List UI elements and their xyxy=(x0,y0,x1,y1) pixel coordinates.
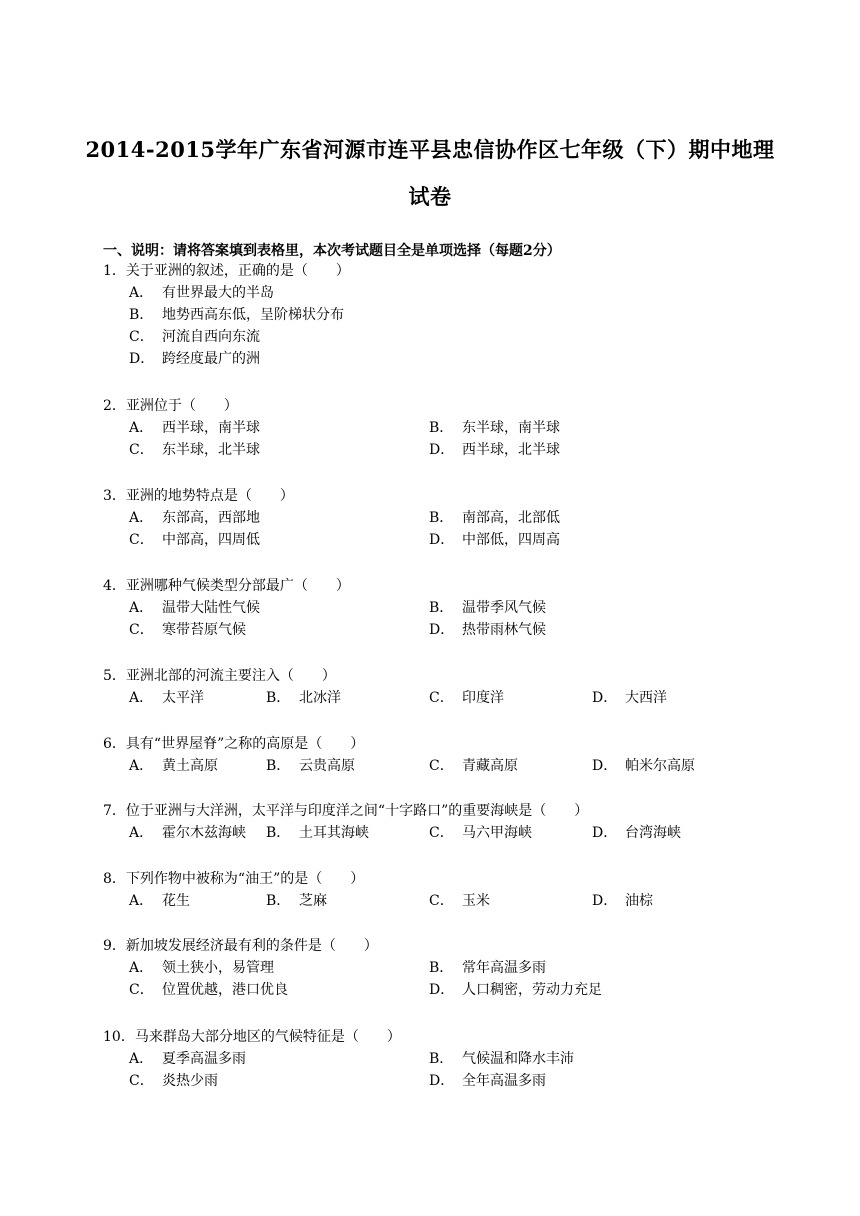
option-a[interactable]: A． 黄土高原 xyxy=(129,758,218,774)
option-b[interactable]: B． 云贵高原 xyxy=(266,758,355,774)
option-b[interactable]: B． 北冰洋 xyxy=(266,690,341,706)
option-a[interactable]: A． 花生 xyxy=(129,893,190,909)
question-stem: 6．具有“世界屋脊”之称的高原是（ ） xyxy=(103,736,365,752)
page-title: 2014-2015学年广东省河源市连平县忠信协作区七年级（下）期中地理 xyxy=(85,137,775,162)
section-heading: 一、说明：请将答案填到表格里，本次考试题目全是单项选择（每题2分） xyxy=(103,243,561,259)
question-stem: 5．亚洲北部的河流主要注入（ ） xyxy=(103,668,336,684)
option-b[interactable]: B． 芝麻 xyxy=(266,893,327,909)
option-a[interactable]: A． 有世界最大的半岛 xyxy=(129,285,274,301)
question-6 xyxy=(103,733,803,777)
question-3 xyxy=(103,485,803,551)
question-stem: 10．马来群岛大部分地区的气候特征是（ ） xyxy=(103,1029,401,1045)
option-a[interactable]: A． 温带大陆性气候 xyxy=(129,600,260,616)
option-c[interactable]: C． 马六甲海峡 xyxy=(429,825,532,841)
option-a[interactable]: A． 东部高，西部地 xyxy=(129,510,260,526)
option-b[interactable]: B． 地势西高东低，呈阶梯状分布 xyxy=(129,307,344,323)
option-d[interactable]: D． 全年高温多雨 xyxy=(429,1073,546,1089)
option-c[interactable]: C． 炎热少雨 xyxy=(129,1073,218,1089)
option-d[interactable]: D． 台湾海峡 xyxy=(592,825,681,841)
option-d[interactable]: D． 热带雨林气候 xyxy=(429,622,546,638)
option-c[interactable]: C． 河流自西向东流 xyxy=(129,329,260,345)
option-d[interactable]: D． 油棕 xyxy=(592,893,653,909)
question-10 xyxy=(103,1026,803,1092)
option-a[interactable]: A． 太平洋 xyxy=(129,690,204,706)
question-2 xyxy=(103,395,803,461)
option-c[interactable]: C． 青藏高原 xyxy=(429,758,518,774)
option-c[interactable]: C． 印度洋 xyxy=(429,690,504,706)
question-9 xyxy=(103,935,803,1001)
option-d[interactable]: D． 人口稠密，劳动力充足 xyxy=(429,982,602,998)
option-b[interactable]: B． 东半球，南半球 xyxy=(429,420,560,436)
question-4 xyxy=(103,575,803,641)
option-d[interactable]: D． 大西洋 xyxy=(592,690,667,706)
option-c[interactable]: C． 位置优越，港口优良 xyxy=(129,982,288,998)
question-stem: 8．下列作物中被称为“油王”的是（ ） xyxy=(103,871,365,887)
option-b[interactable]: B． 常年高温多雨 xyxy=(429,960,546,976)
option-a[interactable]: A． 领土狭小，易管理 xyxy=(129,960,274,976)
option-b[interactable]: B． 南部高，北部低 xyxy=(429,510,560,526)
question-1 xyxy=(103,260,803,370)
option-b[interactable]: B． 温带季风气候 xyxy=(429,600,546,616)
option-d[interactable]: D． 西半球，北半球 xyxy=(429,442,560,458)
option-d[interactable]: D． 跨经度最广的洲 xyxy=(129,351,260,367)
option-b[interactable]: B． 土耳其海峡 xyxy=(266,825,369,841)
question-stem: 4．亚洲哪种气候类型分部最广（ ） xyxy=(103,578,350,594)
page-title-continued: 试卷 xyxy=(408,184,452,209)
option-c[interactable]: C． 玉米 xyxy=(429,893,490,909)
question-stem: 7．位于亚洲与大洋洲，太平洋与印度洋之间“十字路口”的重要海峡是（ ） xyxy=(103,803,589,819)
question-5 xyxy=(103,665,803,709)
option-c[interactable]: C． 东半球，北半球 xyxy=(129,442,260,458)
option-a[interactable]: A． 霍尔木兹海峡 xyxy=(129,825,246,841)
option-d[interactable]: D． 帕米尔高原 xyxy=(592,758,695,774)
option-d[interactable]: D． 中部低，四周高 xyxy=(429,532,560,548)
question-7 xyxy=(103,800,803,844)
option-c[interactable]: C． 中部高，四周低 xyxy=(129,532,260,548)
question-stem: 3．亚洲的地势特点是（ ） xyxy=(103,488,294,504)
option-b[interactable]: B． 气候温和降水丰沛 xyxy=(429,1051,574,1067)
option-a[interactable]: A． 西半球，南半球 xyxy=(129,420,260,436)
option-c[interactable]: C． 寒带苔原气候 xyxy=(129,622,246,638)
question-stem: 9．新加坡发展经济最有利的条件是（ ） xyxy=(103,938,378,954)
question-stem: 2．亚洲位于（ ） xyxy=(103,398,238,414)
option-a[interactable]: A． 夏季高温多雨 xyxy=(129,1051,246,1067)
question-8 xyxy=(103,868,803,912)
question-stem: 1．关于亚洲的叙述，正确的是（ ） xyxy=(103,263,350,279)
